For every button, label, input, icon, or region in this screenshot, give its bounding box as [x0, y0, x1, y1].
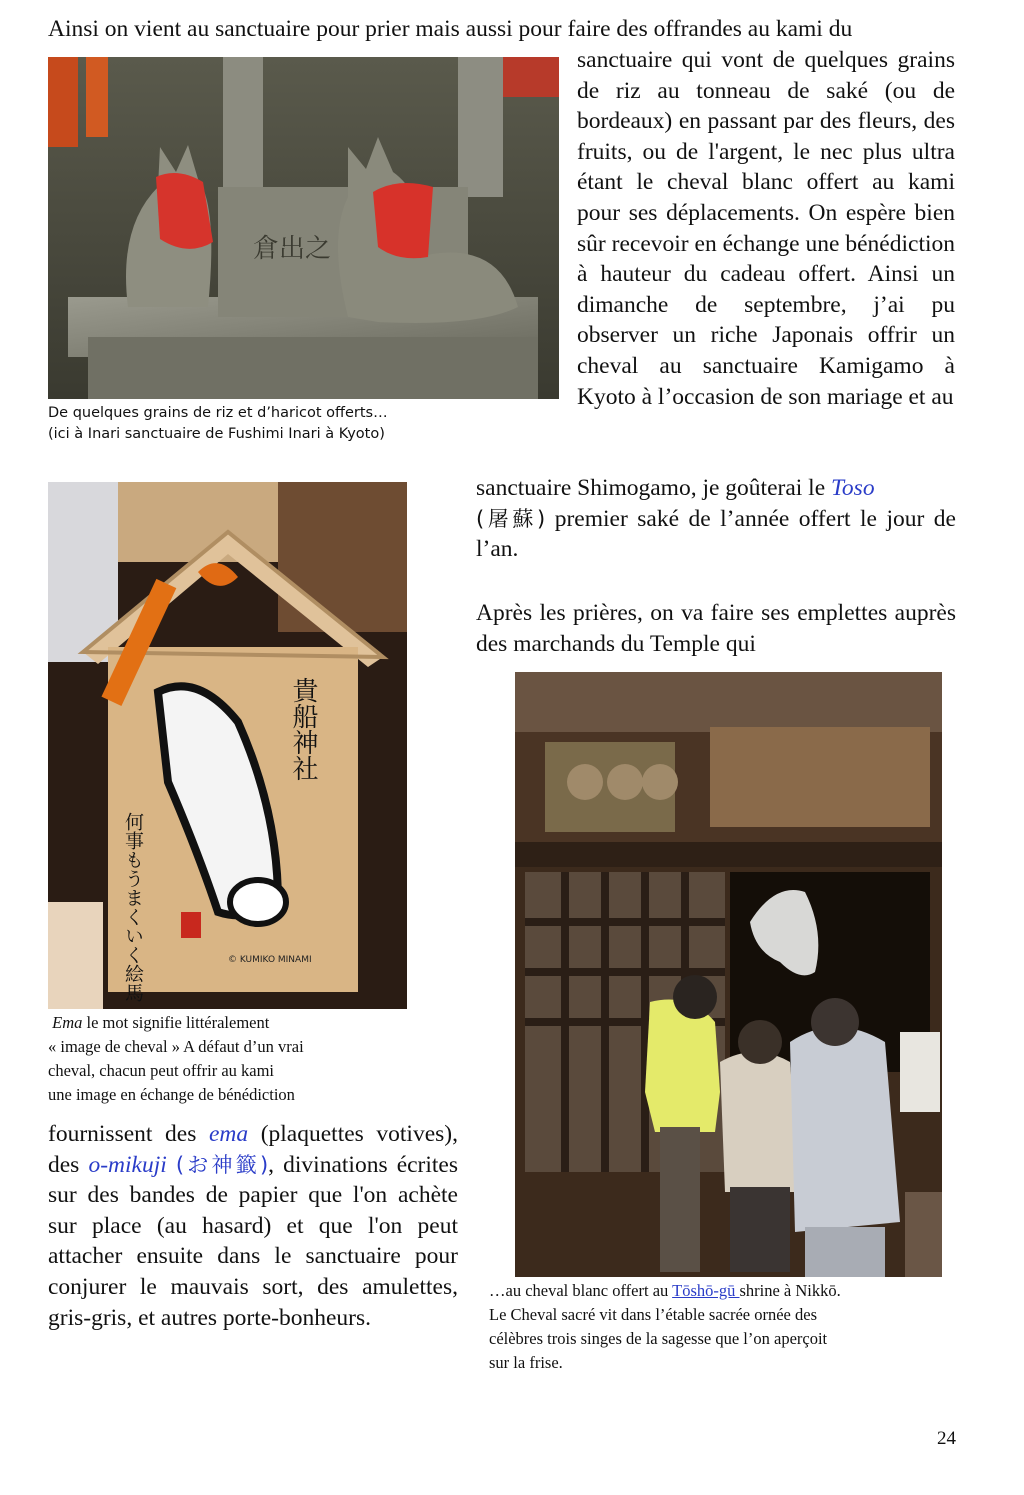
caption-fox [48, 403, 558, 445]
caption-ema-line1: Ema le mot signifie littéralement [52, 1013, 270, 1032]
toso-kanji: (屠蘇) [476, 506, 546, 531]
fox-inscription: 倉出之 [253, 234, 332, 264]
ema-plaque-photo [48, 482, 407, 1009]
ema-wish-text: 何事もうまくいく絵馬 [122, 812, 144, 1002]
caption-horse-line2: Le Cheval sacré vit dans l’étable sacrée ornée des [489, 1305, 818, 1324]
toso-term: Toso [831, 475, 875, 501]
omikuji-kanji: (お神籤) [175, 1152, 269, 1177]
paragraph1-wide-before: sanctuaire Shimogamo, je goûterai le [476, 475, 832, 501]
caption-ema-line2: « image de cheval » A défaut d’un vrai [48, 1037, 304, 1056]
caption-horse-line4: sur la frise. [489, 1353, 563, 1372]
sacred-horse-photo [515, 672, 942, 1277]
fox-statues-photo [48, 57, 559, 399]
toshogu-link[interactable]: Tōshō-gū [672, 1281, 740, 1300]
ema-term: ema [208, 1121, 249, 1147]
ema-copyright: © KUMIKO MINAMI [228, 955, 312, 965]
omikuji-term: o-mikuji [88, 1151, 167, 1178]
caption-horse-line3: célèbres trois singes de la sagesse que l’on aperçoit [489, 1329, 828, 1348]
paragraph1-first-line: Ainsi on vient au sanctuaire pour prier mais aussi pour faire des offrandes au kami du [48, 16, 853, 42]
caption-ema [48, 1011, 428, 1107]
paragraph2: Après les prières, on va faire ses emplettes auprès des marchands du Temple qui [476, 600, 956, 657]
paragraph1-wide [476, 473, 956, 565]
paragraph1-column: sanctuaire qui vont de quelques grains de riz au tonneau de saké (ou de bordeaux) en passant par des fleurs, des fruits, ou de l'argent, le nec plus ultra étant le cheval blanc offert au kami pour ses déplacements. On espère bien sûr recevoir en échange une bénédiction à hauteur du cadeau offert. Ainsi un dimanche de septembre, j’ai pu observer un riche Japonais offrir un cheval au sanctuaire Kamigamo à Kyoto à l’occasion de son mariage et au [577, 47, 955, 410]
caption-horse [489, 1279, 949, 1375]
caption-horse-line1: …au cheval blanc offert au Tōshō-gū shrine à Nikkō. [489, 1281, 841, 1300]
caption-ema-line3: cheval, chacun peut offrir au kami [48, 1061, 275, 1080]
ema-shrine-name: 貴船神社 [288, 677, 318, 781]
caption-fox-line2: (ici à Inari sanctuaire de Fushimi Inari à Kyoto) [48, 426, 385, 442]
paragraph1-wide-after: premier saké de l’année offert le jour de l’an. [476, 505, 956, 563]
caption-ema-line4: une image en échange de bénédiction [48, 1085, 295, 1104]
paragraph3: fournissent des ema (plaquettes votives), des o-mikuji (お神籤), divinations écrites sur des bandes de papier que l'on achète sur place (au hasard) et que l'on peut attacher ensuite dans le sanctuaire pour conjurer le mauvais sort, des amulettes, gris-gris, et autres porte-bonheurs. [48, 1121, 459, 1331]
page-number: 24 [937, 1428, 956, 1449]
caption-ema-term: Ema [52, 1013, 83, 1032]
caption-fox-line1: De quelques grains de riz et d’haricot offerts… [48, 405, 388, 421]
